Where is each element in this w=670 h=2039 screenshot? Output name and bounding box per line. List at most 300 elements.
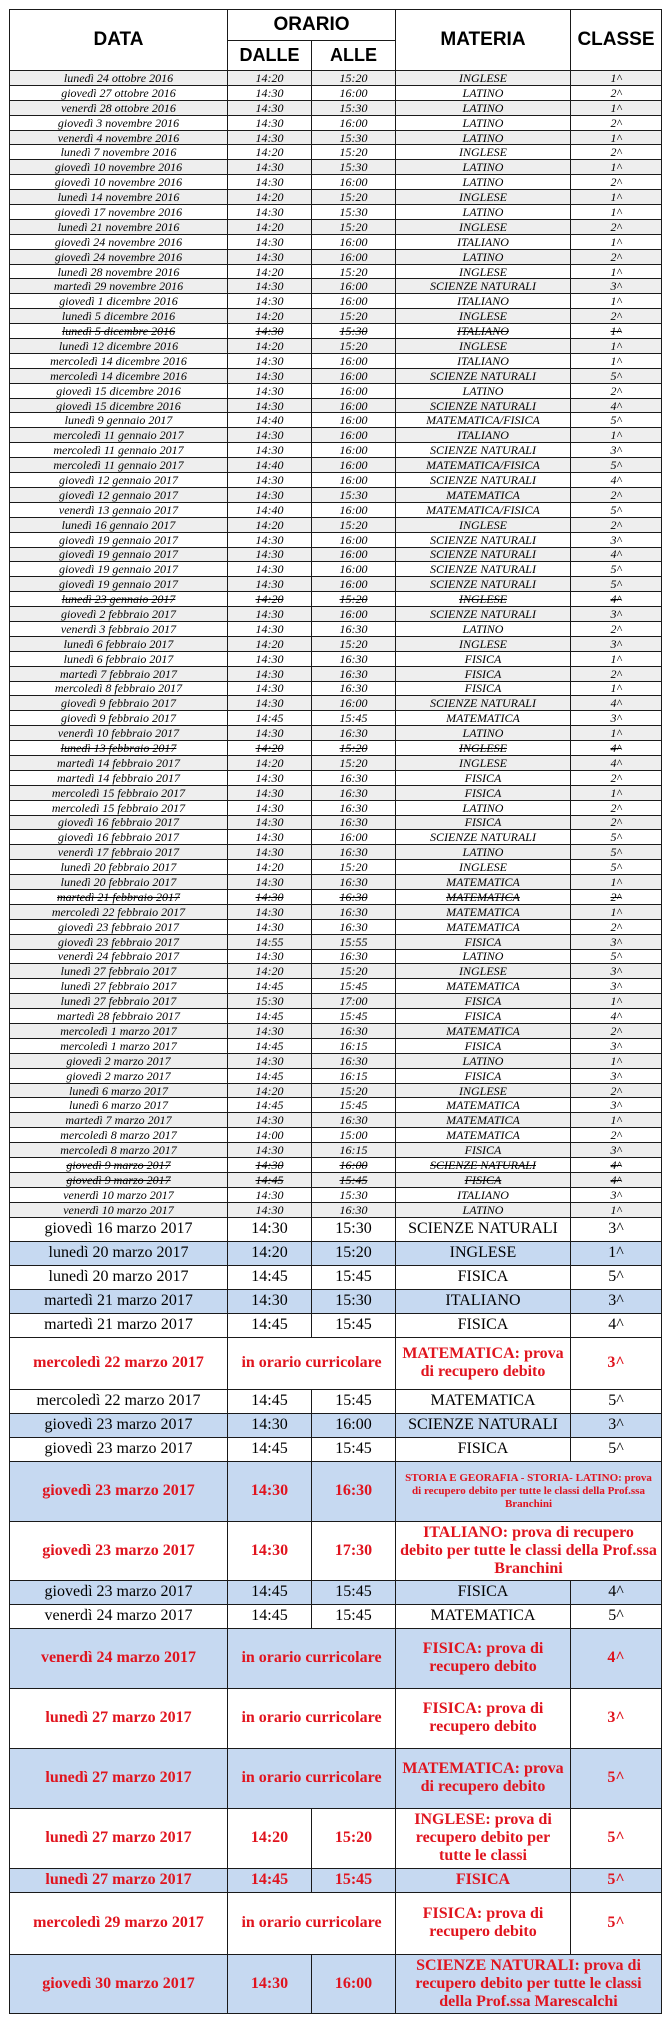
cell-data: mercoledì 14 dicembre 2016 xyxy=(10,353,228,368)
cell-classe: 5^ xyxy=(571,1604,662,1628)
cell-alle: 15:00 xyxy=(312,1128,396,1143)
cell-alle: 16:15 xyxy=(312,1143,396,1158)
cell-dalle: 15:30 xyxy=(228,994,312,1009)
table-row xyxy=(10,875,662,890)
cell-classe: 5^ xyxy=(571,1265,662,1289)
cell-alle: 16:15 xyxy=(312,1068,396,1083)
cell-materia: MATEMATICA/FISICA xyxy=(396,458,571,473)
table-row xyxy=(10,1289,662,1313)
cell-orario: in orario curricolare xyxy=(228,1892,396,1954)
table-row xyxy=(10,205,662,220)
cell-data: venerdì 24 marzo 2017 xyxy=(10,1628,228,1688)
table-row xyxy=(10,994,662,1009)
cell-data: venerdì 3 febbraio 2017 xyxy=(10,621,228,636)
cell-classe: 5^ xyxy=(571,830,662,845)
table-row xyxy=(10,964,662,979)
cell-dalle: 14:30 xyxy=(228,1954,312,2013)
cell-classe: 5^ xyxy=(571,1808,662,1868)
cell-dalle: 14:20 xyxy=(228,339,312,354)
cell-data: lunedì 6 febbraio 2017 xyxy=(10,636,228,651)
table-row xyxy=(10,741,662,756)
cell-materia: FISICA xyxy=(396,1580,571,1604)
cell-materia: FISICA xyxy=(396,994,571,1009)
cell-classe: 2^ xyxy=(571,115,662,130)
cell-alle: 15:45 xyxy=(312,1009,396,1024)
cell-data: mercoledì 22 febbraio 2017 xyxy=(10,904,228,919)
cell-classe: 1^ xyxy=(571,651,662,666)
cell-alle: 16:00 xyxy=(312,443,396,458)
cell-materia: MATEMATICA xyxy=(396,919,571,934)
cell-data: lunedì 12 dicembre 2016 xyxy=(10,339,228,354)
cell-classe: 1^ xyxy=(571,234,662,249)
cell-alle: 16:30 xyxy=(312,770,396,785)
cell-data: giovedì 16 marzo 2017 xyxy=(10,1217,228,1241)
cell-dalle: 14:20 xyxy=(228,636,312,651)
table-row xyxy=(10,532,662,547)
cell-dalle: 14:30 xyxy=(228,279,312,294)
cell-dalle: 14:30 xyxy=(228,845,312,860)
cell-materia: LATINO xyxy=(396,85,571,100)
table-row xyxy=(10,1038,662,1053)
cell-classe: 3^ xyxy=(571,1038,662,1053)
cell-alle: 15:20 xyxy=(312,219,396,234)
cell-dalle: 14:30 xyxy=(228,85,312,100)
cell-classe: 4^ xyxy=(571,1628,662,1688)
table-row xyxy=(10,860,662,875)
cell-alle: 16:30 xyxy=(312,621,396,636)
cell-materia: MATEMATICA xyxy=(396,711,571,726)
cell-data: lunedì 28 novembre 2016 xyxy=(10,264,228,279)
cell-alle: 16:00 xyxy=(312,428,396,443)
cell-data: mercoledì 14 dicembre 2016 xyxy=(10,368,228,383)
cell-data: venerdì 17 febbraio 2017 xyxy=(10,845,228,860)
table-row xyxy=(10,755,662,770)
cell-alle: 16:00 xyxy=(312,696,396,711)
cell-dalle: 14:45 xyxy=(228,711,312,726)
cell-classe: 2^ xyxy=(571,1024,662,1039)
cell-classe: 4^ xyxy=(571,1313,662,1337)
cell-materia: LATINO xyxy=(396,621,571,636)
cell-alle: 16:30 xyxy=(312,919,396,934)
cell-alle: 16:00 xyxy=(312,1954,396,2013)
cell-classe: 3^ xyxy=(571,1217,662,1241)
cell-materia: SCIENZE NATURALI xyxy=(396,368,571,383)
cell-alle: 16:30 xyxy=(312,1202,396,1217)
table-row xyxy=(10,1009,662,1024)
cell-dalle: 14:30 xyxy=(228,487,312,502)
cell-alle: 15:30 xyxy=(312,324,396,339)
cell-dalle: 14:30 xyxy=(228,621,312,636)
cell-materia: FISICA xyxy=(396,770,571,785)
cell-materia: SCIENZE NATURALI xyxy=(396,532,571,547)
cell-data: lunedì 20 febbraio 2017 xyxy=(10,875,228,890)
cell-classe: 5^ xyxy=(571,368,662,383)
cell-alle: 15:45 xyxy=(312,1172,396,1187)
cell-materia: FISICA xyxy=(396,785,571,800)
cell-alle: 15:20 xyxy=(312,1083,396,1098)
cell-data: giovedì 23 marzo 2017 xyxy=(10,1461,228,1521)
cell-data: giovedì 23 febbraio 2017 xyxy=(10,919,228,934)
cell-alle: 16:30 xyxy=(312,1461,396,1521)
cell-dalle: 14:30 xyxy=(228,1202,312,1217)
cell-materia: MATEMATICA/FISICA xyxy=(396,413,571,428)
table-row xyxy=(10,726,662,741)
cell-alle: 16:00 xyxy=(312,607,396,622)
cell-alle: 15:20 xyxy=(312,592,396,607)
cell-dalle: 14:30 xyxy=(228,160,312,175)
cell-alle: 16:00 xyxy=(312,353,396,368)
cell-classe: 4^ xyxy=(571,547,662,562)
cell-materia: MATEMATICA xyxy=(396,875,571,890)
cell-data: mercoledì 22 marzo 2017 xyxy=(10,1389,228,1413)
cell-dalle: 14:30 xyxy=(228,115,312,130)
cell-data: venerdì 24 febbraio 2017 xyxy=(10,949,228,964)
cell-data: giovedì 17 novembre 2016 xyxy=(10,205,228,220)
table-row xyxy=(10,368,662,383)
cell-materia: FISICA: prova di recupero debito xyxy=(396,1892,571,1954)
cell-classe: 1^ xyxy=(571,190,662,205)
cell-dalle: 14:20 xyxy=(228,592,312,607)
cell-materia: LATINO xyxy=(396,115,571,130)
cell-alle: 15:30 xyxy=(312,1187,396,1202)
cell-dalle: 14:30 xyxy=(228,473,312,488)
cell-alle: 15:45 xyxy=(312,1868,396,1892)
table-row xyxy=(10,785,662,800)
cell-classe: 1^ xyxy=(571,294,662,309)
cell-alle: 16:30 xyxy=(312,785,396,800)
table-row xyxy=(10,234,662,249)
cell-dalle: 14:30 xyxy=(228,443,312,458)
cell-data: lunedì 7 novembre 2016 xyxy=(10,145,228,160)
cell-dalle: 14:30 xyxy=(228,353,312,368)
cell-data: lunedì 6 marzo 2017 xyxy=(10,1098,228,1113)
table-row xyxy=(10,1628,662,1688)
cell-materia: INGLESE xyxy=(396,309,571,324)
cell-classe: 3^ xyxy=(571,1098,662,1113)
cell-classe: 2^ xyxy=(571,309,662,324)
cell-classe: 1^ xyxy=(571,428,662,443)
cell-data: lunedì 21 novembre 2016 xyxy=(10,219,228,234)
table-row xyxy=(10,636,662,651)
cell-data: lunedì 9 gennaio 2017 xyxy=(10,413,228,428)
cell-classe: 2^ xyxy=(571,815,662,830)
cell-data: martedì 14 febbraio 2017 xyxy=(10,755,228,770)
cell-classe: 5^ xyxy=(571,1892,662,1954)
cell-materia-classe: ITALIANO: prova di recupero debito per tutte le classi della Prof.ssa Branchini xyxy=(396,1521,662,1580)
cell-alle: 15:20 xyxy=(312,1241,396,1265)
table-row xyxy=(10,1337,662,1389)
cell-data: lunedì 27 marzo 2017 xyxy=(10,1808,228,1868)
cell-data: lunedì 23 gennaio 2017 xyxy=(10,592,228,607)
cell-materia: LATINO xyxy=(396,130,571,145)
cell-dalle: 14:45 xyxy=(228,1265,312,1289)
cell-materia: INGLESE xyxy=(396,741,571,756)
cell-dalle: 14:30 xyxy=(228,175,312,190)
cell-materia: LATINO xyxy=(396,845,571,860)
cell-dalle: 14:45 xyxy=(228,1172,312,1187)
cell-materia: SCIENZE NATURALI xyxy=(396,398,571,413)
cell-classe: 3^ xyxy=(571,607,662,622)
cell-dalle: 14:20 xyxy=(228,190,312,205)
cell-data: mercoledì 11 gennaio 2017 xyxy=(10,443,228,458)
cell-alle: 15:30 xyxy=(312,100,396,115)
cell-materia: SCIENZE NATURALI xyxy=(396,279,571,294)
cell-data: venerdì 10 marzo 2017 xyxy=(10,1187,228,1202)
cell-materia: SCIENZE NATURALI xyxy=(396,577,571,592)
header-alle: ALLE xyxy=(312,41,396,71)
cell-dalle: 14:30 xyxy=(228,1217,312,1241)
cell-data: mercoledì 15 febbraio 2017 xyxy=(10,785,228,800)
cell-classe: 5^ xyxy=(571,860,662,875)
cell-classe: 4^ xyxy=(571,592,662,607)
table-row xyxy=(10,651,662,666)
cell-classe: 2^ xyxy=(571,1083,662,1098)
cell-data: giovedì 23 marzo 2017 xyxy=(10,1437,228,1461)
table-row xyxy=(10,502,662,517)
table-row xyxy=(10,1098,662,1113)
cell-classe: 1^ xyxy=(571,160,662,175)
cell-data: venerdì 28 ottobre 2016 xyxy=(10,100,228,115)
cell-materia: INGLESE xyxy=(396,339,571,354)
table-row xyxy=(10,279,662,294)
cell-data: giovedì 23 marzo 2017 xyxy=(10,1413,228,1437)
cell-data: giovedì 16 febbraio 2017 xyxy=(10,830,228,845)
cell-alle: 15:30 xyxy=(312,1289,396,1313)
cell-alle: 16:00 xyxy=(312,398,396,413)
cell-data: giovedì 15 dicembre 2016 xyxy=(10,398,228,413)
table-row xyxy=(10,577,662,592)
header-classe: CLASSE xyxy=(571,10,662,71)
schedule-table xyxy=(9,9,662,2014)
table-row xyxy=(10,130,662,145)
table-row xyxy=(10,1521,662,1580)
cell-classe: 4^ xyxy=(571,696,662,711)
cell-dalle: 14:30 xyxy=(228,1521,312,1580)
cell-dalle: 14:30 xyxy=(228,889,312,904)
cell-alle: 15:20 xyxy=(312,964,396,979)
cell-data: giovedì 27 ottobre 2016 xyxy=(10,85,228,100)
cell-classe: 2^ xyxy=(571,219,662,234)
table-row xyxy=(10,1083,662,1098)
cell-data: lunedì 27 febbraio 2017 xyxy=(10,964,228,979)
table-row xyxy=(10,815,662,830)
cell-data: giovedì 2 marzo 2017 xyxy=(10,1068,228,1083)
cell-classe: 2^ xyxy=(571,383,662,398)
cell-alle: 15:55 xyxy=(312,934,396,949)
cell-dalle: 14:30 xyxy=(228,1461,312,1521)
cell-dalle: 14:30 xyxy=(228,1143,312,1158)
cell-classe: 4^ xyxy=(571,1009,662,1024)
cell-dalle: 14:20 xyxy=(228,741,312,756)
cell-materia: INGLESE xyxy=(396,219,571,234)
cell-data: mercoledì 1 marzo 2017 xyxy=(10,1024,228,1039)
cell-data: giovedì 9 marzo 2017 xyxy=(10,1172,228,1187)
cell-materia: FISICA xyxy=(396,651,571,666)
cell-classe: 2^ xyxy=(571,145,662,160)
cell-alle: 16:00 xyxy=(312,547,396,562)
cell-materia: FISICA xyxy=(396,1265,571,1289)
cell-dalle: 14:30 xyxy=(228,949,312,964)
cell-data: giovedì 10 novembre 2016 xyxy=(10,160,228,175)
cell-data: lunedì 24 ottobre 2016 xyxy=(10,71,228,86)
cell-data: lunedì 27 marzo 2017 xyxy=(10,1868,228,1892)
cell-dalle: 14:40 xyxy=(228,458,312,473)
cell-classe: 5^ xyxy=(571,845,662,860)
cell-alle: 16:30 xyxy=(312,875,396,890)
table-row xyxy=(10,1604,662,1628)
cell-materia: LATINO xyxy=(396,726,571,741)
cell-data: martedì 29 novembre 2016 xyxy=(10,279,228,294)
cell-dalle: 14:30 xyxy=(228,607,312,622)
table-row xyxy=(10,666,662,681)
cell-classe: 5^ xyxy=(571,1868,662,1892)
table-row xyxy=(10,949,662,964)
cell-data: venerdì 10 marzo 2017 xyxy=(10,1202,228,1217)
cell-alle: 16:30 xyxy=(312,651,396,666)
cell-data: martedì 14 febbraio 2017 xyxy=(10,770,228,785)
table-row xyxy=(10,1892,662,1954)
table-row xyxy=(10,115,662,130)
cell-materia: LATINO xyxy=(396,383,571,398)
cell-classe: 3^ xyxy=(571,979,662,994)
cell-materia: ITALIANO xyxy=(396,1289,571,1313)
cell-materia: LATINO xyxy=(396,160,571,175)
cell-alle: 17:30 xyxy=(312,1521,396,1580)
table-row xyxy=(10,1313,662,1337)
cell-data: giovedì 30 marzo 2017 xyxy=(10,1954,228,2013)
cell-materia: FISICA xyxy=(396,1313,571,1337)
cell-alle: 15:45 xyxy=(312,979,396,994)
cell-alle: 15:45 xyxy=(312,1437,396,1461)
cell-data: giovedì 3 novembre 2016 xyxy=(10,115,228,130)
cell-materia: SCIENZE NATURALI xyxy=(396,562,571,577)
cell-alle: 16:30 xyxy=(312,1113,396,1128)
cell-data: giovedì 9 marzo 2017 xyxy=(10,1158,228,1173)
cell-dalle: 14:30 xyxy=(228,1113,312,1128)
cell-classe: 3^ xyxy=(571,964,662,979)
cell-alle: 16:30 xyxy=(312,889,396,904)
cell-dalle: 14:55 xyxy=(228,934,312,949)
cell-dalle: 14:30 xyxy=(228,875,312,890)
cell-dalle: 14:20 xyxy=(228,264,312,279)
cell-classe: 2^ xyxy=(571,175,662,190)
cell-alle: 15:20 xyxy=(312,264,396,279)
cell-materia: MATEMATICA xyxy=(396,1389,571,1413)
cell-dalle: 14:30 xyxy=(228,130,312,145)
table-row xyxy=(10,1053,662,1068)
cell-alle: 15:45 xyxy=(312,1265,396,1289)
cell-alle: 15:45 xyxy=(312,1389,396,1413)
cell-alle: 16:30 xyxy=(312,845,396,860)
cell-dalle: 14:20 xyxy=(228,145,312,160)
cell-dalle: 14:30 xyxy=(228,383,312,398)
cell-data: giovedì 2 marzo 2017 xyxy=(10,1053,228,1068)
cell-classe: 4^ xyxy=(571,741,662,756)
cell-data: lunedì 6 marzo 2017 xyxy=(10,1083,228,1098)
cell-classe: 1^ xyxy=(571,324,662,339)
cell-dalle: 14:30 xyxy=(228,696,312,711)
cell-alle: 16:00 xyxy=(312,85,396,100)
cell-data: giovedì 1 dicembre 2016 xyxy=(10,294,228,309)
cell-data: giovedì 19 gennaio 2017 xyxy=(10,532,228,547)
cell-classe: 5^ xyxy=(571,1437,662,1461)
cell-dalle: 14:30 xyxy=(228,205,312,220)
cell-materia: INGLESE xyxy=(396,190,571,205)
cell-classe: 4^ xyxy=(571,398,662,413)
table-row xyxy=(10,1128,662,1143)
table-row xyxy=(10,1217,662,1241)
table-row xyxy=(10,1202,662,1217)
table-row xyxy=(10,458,662,473)
cell-dalle: 14:45 xyxy=(228,1068,312,1083)
cell-alle: 16:30 xyxy=(312,726,396,741)
cell-alle: 16:00 xyxy=(312,294,396,309)
cell-classe: 5^ xyxy=(571,562,662,577)
cell-alle: 16:00 xyxy=(312,383,396,398)
table-row xyxy=(10,711,662,726)
cell-data: giovedì 23 marzo 2017 xyxy=(10,1521,228,1580)
cell-alle: 16:00 xyxy=(312,577,396,592)
cell-dalle: 14:30 xyxy=(228,547,312,562)
table-row xyxy=(10,353,662,368)
table-row xyxy=(10,562,662,577)
cell-dalle: 14:20 xyxy=(228,964,312,979)
cell-dalle: 14:30 xyxy=(228,800,312,815)
cell-classe: 1^ xyxy=(571,726,662,741)
cell-classe: 2^ xyxy=(571,621,662,636)
cell-alle: 16:00 xyxy=(312,175,396,190)
cell-materia: INGLESE xyxy=(396,860,571,875)
cell-materia: SCIENZE NATURALI xyxy=(396,473,571,488)
table-row xyxy=(10,264,662,279)
cell-dalle: 14:30 xyxy=(228,428,312,443)
table-row xyxy=(10,85,662,100)
cell-orario: in orario curricolare xyxy=(228,1688,396,1748)
cell-materia: MATEMATICA xyxy=(396,889,571,904)
cell-alle: 15:20 xyxy=(312,339,396,354)
cell-dalle: 14:00 xyxy=(228,1128,312,1143)
table-row xyxy=(10,1954,662,2013)
cell-alle: 15:30 xyxy=(312,487,396,502)
cell-alle: 16:00 xyxy=(312,1413,396,1437)
cell-data: giovedì 23 febbraio 2017 xyxy=(10,934,228,949)
cell-dalle: 14:20 xyxy=(228,1808,312,1868)
cell-classe: 1^ xyxy=(571,785,662,800)
cell-classe: 1^ xyxy=(571,1053,662,1068)
cell-dalle: 14:30 xyxy=(228,1187,312,1202)
cell-dalle: 14:45 xyxy=(228,1868,312,1892)
cell-classe: 1^ xyxy=(571,904,662,919)
cell-materia: INGLESE xyxy=(396,1241,571,1265)
table-row xyxy=(10,413,662,428)
cell-alle: 15:45 xyxy=(312,1604,396,1628)
cell-alle: 16:00 xyxy=(312,115,396,130)
cell-data: martedì 7 marzo 2017 xyxy=(10,1113,228,1128)
cell-alle: 16:30 xyxy=(312,949,396,964)
table-row xyxy=(10,1808,662,1868)
cell-orario: in orario curricolare xyxy=(228,1628,396,1688)
cell-dalle: 14:30 xyxy=(228,830,312,845)
cell-materia: SCIENZE NATURALI xyxy=(396,547,571,562)
cell-materia: LATINO xyxy=(396,100,571,115)
cell-classe: 3^ xyxy=(571,532,662,547)
table-row xyxy=(10,696,662,711)
cell-materia-classe: STORIA E GEORAFIA - STORIA- LATINO: prova di recupero debito per tutte le classi della Prof.ssa Branchini xyxy=(396,1461,662,1521)
cell-data: venerdì 13 gennaio 2017 xyxy=(10,502,228,517)
cell-materia: FISICA xyxy=(396,1172,571,1187)
header-dalle: DALLE xyxy=(228,41,312,71)
cell-data: giovedì 19 gennaio 2017 xyxy=(10,577,228,592)
